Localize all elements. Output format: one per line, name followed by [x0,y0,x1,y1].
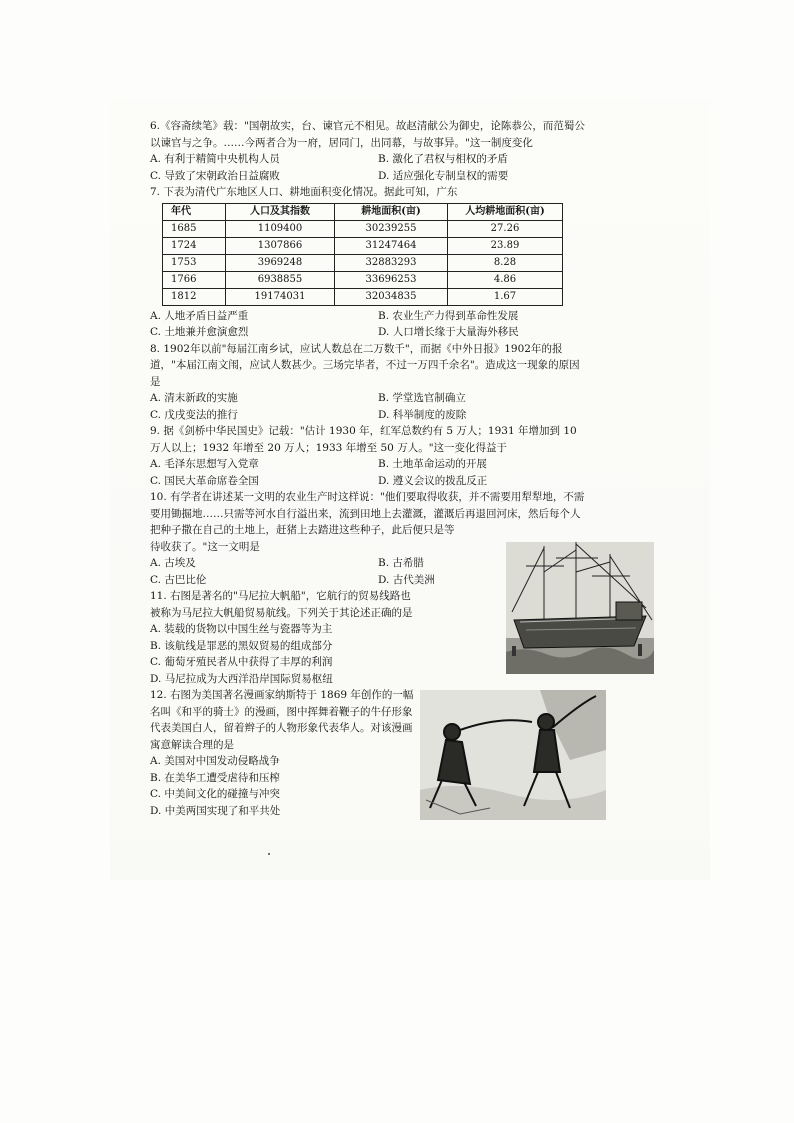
question-8 [150,341,590,424]
question-9-option-d: D. 遵义会议的拨乱反正 [378,474,488,487]
question-10-option-d: D. 古代美洲 [378,573,435,586]
table-cell: 1724 [163,237,226,254]
table-header: 人均耕地面积(亩) [448,203,563,220]
knights-of-peace-cartoon [420,690,606,820]
table-cell: 6938855 [226,271,335,288]
table-row [163,220,563,237]
question-10-stem: 10. 有学者在讲述某一文明的农业生产时这样说："他们要取得收获，并不需要用犁犁地，不需要用锄掘地……只需等河水自行溢出来，流到田地上去灌溉，灌溉后再退回河床，然后每个人把种子撒在自己的土地上，赶猪上去踏进这些种子，此后便只是等 [150,491,585,536]
question-8-option-d: D. 科举制度的废除 [378,408,467,421]
cartoon-drawing [420,690,606,820]
question-12-option-a: A. 美国对中国发动侵略战争 [150,755,280,767]
question-7-option-c: C. 土地兼并愈演愈烈 [150,326,249,338]
question-12-option-c: C. 中美间文化的碰撞与冲突 [150,788,280,800]
population-land-table [162,203,563,306]
table-header-row [163,203,563,220]
question-7-stem: 7. 下表为清代广东地区人口、耕地面积变化情况。据此可知，广东 [150,186,458,198]
galleon-illustration [506,542,654,674]
table-cell: 1766 [163,271,226,288]
galleon-drawing [506,542,654,674]
question-7-option-d: D. 人口增长缘于大量海外移民 [378,326,519,338]
table-cell: 3969248 [226,254,335,271]
question-10-option-a: A. 古埃及 [150,557,196,569]
table-header: 年代 [163,203,226,220]
question-8-option-a: A. 清末新政的实施 [150,392,238,404]
table-cell: 1109400 [226,220,335,237]
table-cell: 33696253 [335,271,448,288]
table-cell: 32034835 [335,288,448,305]
table-cell: 1753 [163,254,226,271]
table-row [163,288,563,305]
question-10-option-b: B. 古希腊 [378,557,424,569]
page-mark [268,853,270,855]
table-header: 耕地面积(亩) [335,203,448,220]
table-cell: 32883293 [335,254,448,271]
question-11-option-d: D. 马尼拉成为大西洋沿岸国际贸易枢纽 [150,672,333,685]
question-6-stem: 6.《容斋续笔》载："国朝故实，台、谏官元不相见。故赵清献公为御史，论陈恭公，而范蜀公以谏官与之争。……今两者合为一府，居同门，出同幕，与故事异。"这一制度变化 [150,120,585,149]
question-11-stem: 11. 右图是著名的"马尼拉大帆船"，它航行的贸易线路也被称为马尼拉大帆船贸易航线。下列关于其论述正确的是 [150,590,413,619]
table-cell: 19174031 [226,288,335,305]
question-9-stem: 9. 据《剑桥中华民国史》记载："估计 1930 年，红军总数约有 5 万人；1931 年增加到 10 万人以上；1932 年增至 20 万人；1933 年增至 50 万人。"这一变化得益于 [150,425,577,454]
question-11-option-c: C. 葡萄牙殖民者从中获得了丰厚的利润 [150,656,333,668]
question-7-option-b: B. 农业生产力得到革命性发展 [378,309,519,322]
question-10-option-c: C. 古巴比伦 [150,573,207,586]
question-8-stem: 8. 1902年以前"每届江南乡试，应试人数总在二万数千"，而据《中外日报》1902年的报道，"本届江南文闱，应试人数甚少。三场完毕者，不过一万四千余名"。造成这一现象的原因是 [150,342,580,388]
table-cell: 27.26 [448,220,563,237]
question-9-option-c: C. 国民大革命席卷全国 [150,474,259,487]
table-cell: 4.86 [448,271,563,288]
table-cell: 1812 [163,288,226,305]
table-cell: 1.67 [448,288,563,305]
question-9 [150,423,590,489]
table-row [163,237,563,254]
question-7 [150,184,590,341]
question-6 [150,118,590,184]
table-row [163,271,563,288]
question-11-option-b: B. 该航线是罪恶的黑奴贸易的组成部分 [150,639,333,652]
table-cell: 23.89 [448,237,563,254]
table-header: 人口及其指数 [226,203,335,220]
table-cell: 1685 [163,220,226,237]
question-12-option-d: D. 中美两国实现了和平共处 [150,804,281,817]
question-6-option-a: A. 有利于精简中央机构人员 [150,153,280,165]
question-6-option-b: B. 激化了君权与相权的矛盾 [378,153,508,165]
table-cell: 31247464 [335,237,448,254]
question-8-option-b: B. 学堂选官制确立 [378,392,466,404]
question-10-stem-end: 待收获了。"这一文明是 [150,540,260,553]
table-row [163,254,563,271]
table-cell: 30239255 [335,220,448,237]
table-cell: 8.28 [448,254,563,271]
question-9-option-b: B. 土地革命运动的开展 [378,458,487,470]
question-12-stem: 12. 右图为美国著名漫画家纳斯特于 1869 年创作的一幅名叫《和平的骑士》的漫画，图中挥舞着鞭子的牛仔形象代表美国白人，留着辫子的人物形象代表华人。对该漫画寓意解读合理的是 [150,689,414,751]
question-9-option-a: A. 毛泽东思想写入党章 [150,458,259,470]
question-8-option-c: C. 戊戌变法的推行 [150,408,238,421]
question-11-option-a: A. 装载的货物以中国生丝与瓷器等为主 [150,623,333,635]
question-7-option-a: A. 人地矛盾日益严重 [150,309,249,322]
question-12-option-b: B. 在美华工遭受虐待和压榨 [150,771,280,784]
table-cell: 1307866 [226,237,335,254]
question-6-option-c: C. 导致了宋朝政治日益腐败 [150,169,280,182]
question-6-option-d: D. 适应强化专制皇权的需要 [378,169,509,182]
